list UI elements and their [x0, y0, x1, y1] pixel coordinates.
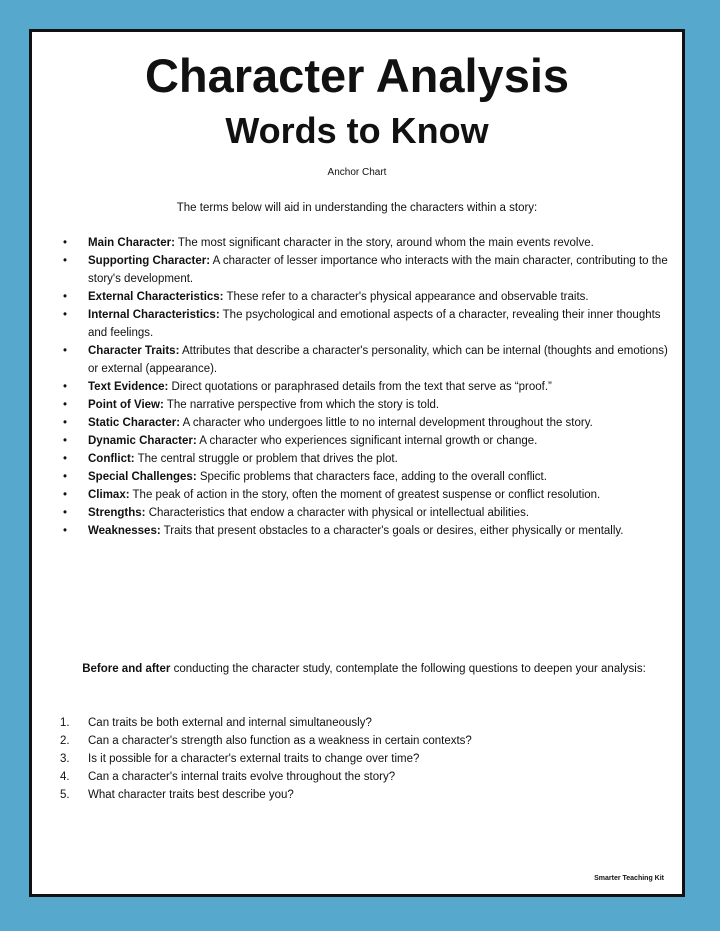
bullet-icon: • [63, 417, 68, 429]
list-item [63, 306, 678, 342]
list-item [63, 342, 678, 378]
term-name: Static Character: [88, 417, 181, 429]
term-name: Main Character: [88, 237, 175, 249]
bullet-icon: • [63, 291, 68, 303]
bullet-icon: • [63, 453, 68, 465]
term-definition: Specific problems that characters face, adding to the overall conflict. [196, 471, 547, 483]
bullet-icon: • [63, 507, 68, 519]
list-item [60, 786, 678, 804]
intro-text: The terms below will aid in understanding the characters within a story: [176, 202, 538, 214]
question-number: 3. [60, 753, 70, 765]
list-item [63, 486, 678, 504]
list-item [60, 732, 678, 750]
term-definition: Characteristics that endow a character with physical or intellectual abilities. [145, 507, 530, 519]
term-name: Supporting Character: [88, 255, 211, 267]
term-definition: These refer to a character's physical appearance and observable traits. [223, 291, 589, 303]
list-item [63, 396, 678, 414]
list-item [63, 252, 678, 288]
document-page [29, 29, 685, 897]
bullet-icon: • [63, 237, 68, 249]
list-item [63, 450, 678, 468]
bullet-icon: • [63, 399, 68, 411]
term-definition: A character who undergoes little to no internal development throughout the story. [180, 417, 593, 429]
term-name: Dynamic Character: [88, 435, 197, 447]
list-item [63, 414, 678, 432]
term-name: Text Evidence: [88, 381, 169, 393]
term-name: Special Challenges: [88, 471, 197, 483]
term-definition: The most significant character in the story, around whom the main events revolve. [174, 237, 594, 249]
term-definition: Attributes that describe a character's personality, which can be internal (thoughts and emotions) or external (appearance). [88, 345, 668, 375]
question-text: What character traits best describe you? [88, 789, 294, 801]
question-text: Can a character's strength also function as a weakness in certain contexts? [88, 735, 472, 747]
list-item [60, 714, 678, 732]
footer-credit: Smarter Teaching Kit [594, 875, 664, 882]
terms-list [63, 234, 678, 540]
list-item [60, 750, 678, 768]
question-number: 2. [60, 735, 70, 747]
list-item [63, 468, 678, 486]
page-subtitle: Words to Know [225, 110, 489, 151]
term-name: Character Traits: [88, 345, 180, 357]
term-definition: The narrative perspective from which the story is told. [163, 399, 440, 411]
list-item [63, 234, 678, 252]
term-definition: A character who experiences significant internal growth or change. [196, 435, 538, 447]
bullet-icon: • [63, 489, 68, 501]
term-definition: Direct quotations or paraphrased details from the text that serve as “proof.” [168, 381, 552, 393]
question-text: Can traits be both external and internal simultaneously? [88, 717, 372, 729]
list-item [63, 288, 678, 306]
term-definition: The central struggle or problem that drives the plot. [134, 453, 398, 465]
term-definition: The psychological and emotional aspects of a character, revealing their inner thoughts and feelings. [88, 309, 661, 339]
list-item [63, 522, 678, 540]
term-name: External Characteristics: [88, 291, 224, 303]
list-item [63, 378, 678, 396]
questions-intro-rest: conducting the character study, contemplate the following questions to deepen your analysis: [170, 663, 646, 675]
question-number: 4. [60, 771, 70, 783]
term-name: Conflict: [88, 453, 135, 465]
question-text: Is it possible for a character's external traits to change over time? [88, 753, 420, 765]
term-name: Strengths: [88, 507, 146, 519]
term-name: Climax: [88, 489, 130, 501]
bullet-icon: • [63, 345, 68, 357]
list-item [63, 504, 678, 522]
bullet-icon: • [63, 435, 68, 447]
bullet-icon: • [63, 525, 68, 537]
term-definition: Traits that present obstacles to a character's goals or desires, either physically or mentally. [160, 525, 624, 537]
term-definition: The peak of action in the story, often the moment of greatest suspense or conflict resolution. [129, 489, 601, 501]
term-name: Point of View: [88, 399, 164, 411]
bullet-icon: • [63, 381, 68, 393]
questions-intro [54, 660, 674, 678]
question-number: 1. [60, 717, 70, 729]
bullet-icon: • [63, 471, 68, 483]
bullet-icon: • [63, 309, 68, 321]
page-title: Character Analysis [144, 49, 570, 102]
term-name: Weaknesses: [88, 525, 161, 537]
caption: Anchor Chart [327, 167, 387, 178]
questions-intro-lead: Before and after [82, 663, 171, 675]
list-item [63, 432, 678, 450]
term-definition: A character of lesser importance who interacts with the main character, contributing to the story's development. [88, 255, 668, 285]
list-item [60, 768, 678, 786]
term-name: Internal Characteristics: [88, 309, 220, 321]
question-number: 5. [60, 789, 70, 801]
questions-list [60, 714, 678, 804]
question-text: Can a character's internal traits evolve throughout the story? [88, 771, 396, 783]
bullet-icon: • [63, 255, 68, 267]
